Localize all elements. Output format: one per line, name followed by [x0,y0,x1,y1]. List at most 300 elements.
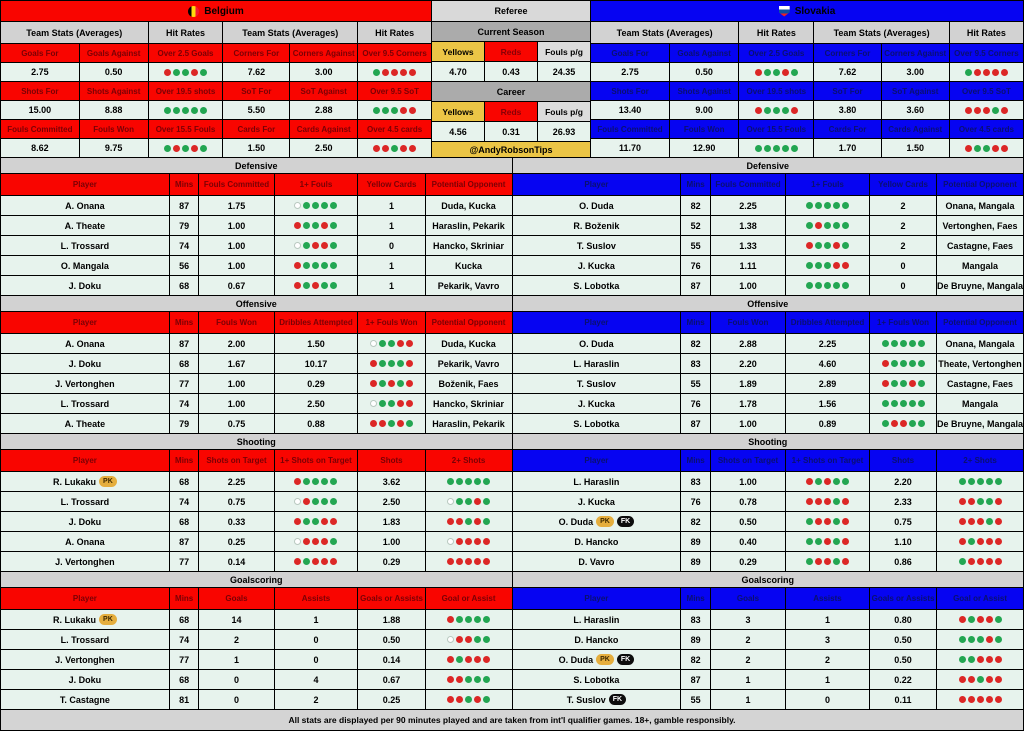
hit-dot-red [400,145,407,152]
cell-shots-on-target: 0.14 [199,552,273,571]
hit-dot-red [406,400,413,407]
cell-mins: 76 [681,394,710,413]
hit-rate-dots [882,340,925,347]
player-name-cell [1,532,169,551]
hit-dot-red [992,145,999,152]
player-name-cell [1,334,169,353]
slovakia-offensive-table [513,296,1024,433]
hit-rate-dots [959,498,1002,505]
pk-badge: PK [596,516,614,527]
hit-dot-green [330,202,337,209]
hit-dot-green [806,202,813,209]
player-name: D. Hancko [574,536,619,547]
hit-dot-green [483,498,490,505]
cell-mins: 55 [681,690,710,709]
cell-potential-opponent: Hancko, Skriniar [426,394,512,413]
referee-table [432,1,590,157]
hit-dot-green [909,360,916,367]
player-name: T. Suslov [566,694,606,705]
hit-dot-green [815,202,822,209]
hit-rate-dots [959,518,1002,525]
column-header-shots-on-target: Shots on Target [711,450,785,471]
section-title-shooting: Shooting [513,434,1024,449]
stat-value-over-15-5-fouls [739,139,813,157]
hit-dot-green [200,107,207,114]
hit-dot-red [370,420,377,427]
stat-label-fouls-committed: Fouls Committed [591,120,669,138]
hit-dot-green [891,380,898,387]
player-name-cell [1,374,169,393]
group-header-hit-rates: Hit Rates [739,22,813,43]
player-name: A. Onana [65,536,105,547]
stat-value-shots-against: 9.00 [670,101,738,119]
stat-label-shots-for: Shots For [1,82,79,100]
hit-rate-dots [373,69,416,76]
hit-dot-green [815,262,822,269]
hit-rate-dots [959,676,1002,683]
stat-label-over-15-5-fouls: Over 15.5 Fouls [149,120,223,138]
hit-dot-green [806,558,813,565]
hit-dot-green [986,518,993,525]
group-header-team-stats-averages: Team Stats (Averages) [814,22,948,43]
referee-col-fouls-p-g: Fouls p/g [538,102,590,121]
hit-dot-red [397,340,404,347]
hit-dot-red [330,518,337,525]
cell-shots: 1.00 [358,532,424,551]
hit-dot-green [842,282,849,289]
cell-mins: 83 [681,610,710,629]
cell-shots-on-target: 2.25 [199,472,273,491]
stat-value-corners-for: 7.62 [814,63,880,81]
cell-potential-opponent: Haraslin, Pekarik [426,216,512,235]
hit-dot-green [909,400,916,407]
hit-dot-green [200,69,207,76]
stat-value-over-2-5-goals [149,63,223,81]
hit-rate-dots [373,107,416,114]
group-header-team-stats-averages: Team Stats (Averages) [223,22,357,43]
cell-potential-opponent: Castagne, Faes [937,236,1023,255]
hit-dot-red [465,538,472,545]
cell-assists: 4 [275,670,358,689]
cell-potential-opponent: De Bruyne, Mangala [937,414,1023,433]
hit-dot-green [303,518,310,525]
cell-1-shots-on-target [786,512,869,531]
hit-dot-green [321,478,328,485]
hit-dot-green [483,636,490,643]
cell-2-shots [426,552,512,571]
section-title-goalscoring: Goalscoring [513,572,1024,587]
cell-shots: 0.75 [870,512,936,531]
hit-dot-green [382,107,389,114]
slovakia-flag-icon [779,6,790,17]
player-name: T. Suslov [576,240,616,251]
hit-dot-green [312,262,319,269]
belgium-offensive-table [1,296,512,433]
section-shooting [1,434,1023,571]
section-offensive [1,296,1023,433]
cell-dribbles-attempted: 1.56 [786,394,869,413]
hit-dot-green [833,518,840,525]
cell-2-shots [937,512,1023,531]
cell-shots-on-target: 0.78 [711,492,785,511]
cell-mins: 76 [681,256,710,275]
hit-rate-dots [806,262,849,269]
cell-goal-or-assist [426,650,512,669]
hit-dot-red [474,518,481,525]
cell-goals: 14 [199,610,273,629]
cell-1-fouls [786,236,869,255]
hit-dot-green [909,420,916,427]
hit-dot-red [824,558,831,565]
cell-goal-or-assist [937,690,1023,709]
hit-dot-green [977,498,984,505]
hit-dot-green [782,107,789,114]
cell-2-shots [426,532,512,551]
stat-value-shots-against: 8.88 [80,101,148,119]
hit-dot-red [465,636,472,643]
hit-dot-green [833,478,840,485]
cell-fouls-committed: 1.00 [199,236,273,255]
hit-dot-red [891,420,898,427]
cell-1-fouls-won [358,394,424,413]
hit-dot-red [164,69,171,76]
cell-shots-on-target: 0.50 [711,512,785,531]
group-header-hit-rates: Hit Rates [950,22,1023,43]
hit-rate-dots [882,380,925,387]
hit-dot-red [483,538,490,545]
hit-rate-dots [806,282,849,289]
hit-dot-red [330,558,337,565]
pk-badge: PK [596,654,614,665]
player-name-cell [513,650,681,669]
player-name: A. Theate [64,418,106,429]
hit-dot-red [815,518,822,525]
player-name-cell [513,532,681,551]
hit-dot-red [447,696,454,703]
hit-dot-red [992,69,999,76]
player-name-cell [513,276,681,295]
column-header-player: Player [1,450,169,471]
cell-fouls-committed: 1.33 [711,236,785,255]
cell-1-fouls [786,276,869,295]
column-header-player: Player [513,312,681,333]
cell-mins: 83 [681,354,710,373]
player-name: L. Haraslin [573,358,620,369]
cell-shots: 1.83 [358,512,424,531]
column-header-mins: Mins [170,450,199,471]
hit-rate-dots [164,107,207,114]
hit-dot-green [918,400,925,407]
stat-value-fouls-won: 12.90 [670,139,738,157]
cell-fouls-won: 2.20 [711,354,785,373]
stat-label-sot-for: SoT For [223,82,289,100]
hit-dot-red [824,478,831,485]
player-name-cell [1,610,169,629]
cell-1-shots-on-target [275,472,358,491]
player-name: L. Trossard [60,398,110,409]
stat-label-over-19-5-shots: Over 19.5 shots [149,82,223,100]
column-header-1-shots-on-target: 1+ Shots on Target [786,450,869,471]
column-header-shots-on-target: Shots on Target [199,450,273,471]
stat-value-fouls-won: 9.75 [80,139,148,157]
hit-dot-green [447,478,454,485]
stat-value-over-9-5-corners [950,63,1023,81]
fk-badge: FK [617,516,634,527]
stat-label-cards-for: Cards For [223,120,289,138]
column-header-player: Player [513,450,681,471]
hit-dot-green [842,222,849,229]
hit-dot-green [891,400,898,407]
player-name: T. Suslov [576,378,616,389]
hit-dot-green [959,656,966,663]
hit-dot-red [191,145,198,152]
hit-dot-green [465,498,472,505]
stat-label-over-19-5-shots: Over 19.5 shots [739,82,813,100]
cell-mins: 68 [170,512,199,531]
hit-dot-green [977,676,984,683]
column-header-player: Player [1,312,169,333]
cell-goals-or-assists: 0.80 [870,610,936,629]
hit-dot-red [977,558,984,565]
hit-dot-green [833,202,840,209]
cell-potential-opponent: Duda, Kucka [426,334,512,353]
cell-1-fouls [275,236,358,255]
cell-1-fouls-won [358,374,424,393]
belgium-team-stats-table [1,1,431,157]
hit-rate-dots [447,696,490,703]
player-name-cell [1,650,169,669]
hit-rate-dots [806,202,849,209]
cell-mins: 79 [170,216,199,235]
hit-dot-green [388,360,395,367]
hit-dot-red [409,107,416,114]
cell-goals-or-assists: 0.50 [870,630,936,649]
hit-dot-green [815,242,822,249]
hit-dot-red [321,242,328,249]
stat-value-corners-for: 7.62 [223,63,289,81]
player-name: O. Mangala [60,260,109,271]
hit-rate-dots [959,558,1002,565]
cell-mins: 56 [170,256,199,275]
stat-label-over-9-5-sot: Over 9.5 SoT [358,82,431,100]
cell-2-shots [937,532,1023,551]
hit-dot-red [965,107,972,114]
cell-mins: 83 [681,472,710,491]
cell-fouls-committed: 1.00 [199,216,273,235]
cell-mins: 74 [170,394,199,413]
belgium-flag-icon [188,6,199,17]
hit-dot-red [465,558,472,565]
stat-label-goals-for: Goals For [591,44,669,62]
cell-mins: 68 [170,670,199,689]
hit-dot-green [824,242,831,249]
stat-value-over-15-5-fouls [149,139,223,157]
cell-fouls-won: 1.89 [711,374,785,393]
hit-dot-green [465,676,472,683]
hit-dot-green [900,400,907,407]
column-header-assists: Assists [275,588,358,609]
stat-label-over-9-5-corners: Over 9.5 Corners [358,44,431,62]
cell-1-shots-on-target [786,492,869,511]
hit-dot-green [373,107,380,114]
hit-dot-red [474,558,481,565]
cell-dribbles-attempted: 0.88 [275,414,358,433]
hit-dot-red [321,558,328,565]
column-header-1-shots-on-target: 1+ Shots on Target [275,450,358,471]
hit-rate-dots [882,360,925,367]
cell-mins: 89 [681,552,710,571]
cell-yellow-cards: 1 [358,216,424,235]
hit-dot-green [465,518,472,525]
player-name: J. Kucka [577,496,615,507]
hit-dot-red [294,558,301,565]
player-name: J. Doku [68,674,102,685]
hit-rate-dots [370,400,413,407]
hit-dot-green [791,69,798,76]
cell-dribbles-attempted: 4.60 [786,354,869,373]
hit-dot-green [312,202,319,209]
referee-col-yellows: Yellows [432,42,484,61]
hit-rate-dots [164,145,207,152]
hit-rate-dots [294,242,337,249]
hit-dot-green [755,145,762,152]
hit-dot-green [406,420,413,427]
cell-goal-or-assist [937,650,1023,669]
cell-assists: 3 [786,630,869,649]
hit-dot-green [191,107,198,114]
hit-dot-red [824,518,831,525]
column-header-1-fouls: 1+ Fouls [275,174,358,195]
hit-dot-red [995,676,1002,683]
stat-value-shots-for: 15.00 [1,101,79,119]
hit-dot-red [397,420,404,427]
column-header-goals: Goals [199,588,273,609]
author-handle: @AndyRobsonTips [432,142,590,157]
player-name-cell [513,690,681,709]
stat-value-fouls-committed: 8.62 [1,139,79,157]
referee-block-title-current-season: Current Season [432,22,590,41]
cell-fouls-won: 1.00 [199,394,273,413]
hit-dot-red [900,420,907,427]
hit-dot-red [465,656,472,663]
hit-dot-red [995,696,1002,703]
cell-assists: 2 [786,650,869,669]
player-name-cell [1,690,169,709]
cell-goal-or-assist [937,630,1023,649]
cell-yellow-cards: 2 [870,216,936,235]
hit-dot-green [312,498,319,505]
player-name: J. Doku [68,280,102,291]
hit-dot-empty [294,538,301,545]
hit-dot-red [294,282,301,289]
hit-dot-red [842,498,849,505]
cell-goals: 2 [711,650,785,669]
hit-dot-green [791,145,798,152]
player-name-cell [1,394,169,413]
column-header-player: Player [513,588,681,609]
hit-dot-green [824,202,831,209]
hit-dot-green [456,478,463,485]
cell-assists: 0 [275,650,358,669]
player-name: L. Trossard [60,240,110,251]
hit-dot-red [312,242,319,249]
stat-value-over-4-5-cards [950,139,1023,157]
column-header-goals-or-assists: Goals or Assists [358,588,424,609]
cell-2-shots [937,472,1023,491]
referee-col-reds: Reds [485,42,537,61]
player-name-cell [1,492,169,511]
column-header-shots: Shots [870,450,936,471]
cell-fouls-won: 1.78 [711,394,785,413]
hit-dot-red [986,656,993,663]
column-header-assists: Assists [786,588,869,609]
cell-goal-or-assist [426,630,512,649]
cell-fouls-won: 1.00 [711,414,785,433]
cell-mins: 87 [681,670,710,689]
hit-dot-green [968,636,975,643]
hit-dot-green [918,380,925,387]
stat-label-fouls-won: Fouls Won [670,120,738,138]
hit-dot-red [968,498,975,505]
hit-dot-green [465,616,472,623]
hit-dot-red [373,145,380,152]
referee-value-fouls-p-g: 26.93 [538,122,590,141]
hit-dot-green [891,360,898,367]
hit-dot-red [833,262,840,269]
hit-dot-green [977,636,984,643]
stat-value-over-9-5-corners [358,63,431,81]
section-title-defensive: Defensive [513,158,1024,173]
hit-dot-red [474,656,481,663]
player-name: S. Lobotka [573,280,620,291]
hit-dot-green [483,518,490,525]
top-summary-row [1,1,1023,157]
hit-dot-empty [447,538,454,545]
cell-shots-on-target: 0.40 [711,532,785,551]
group-header-team-stats-averages: Team Stats (Averages) [1,22,148,43]
stat-label-goals-against: Goals Against [80,44,148,62]
hit-dot-red [986,558,993,565]
cell-potential-opponent: Boženik, Faes [426,374,512,393]
cell-goals-or-assists: 0.50 [870,650,936,669]
column-header-shots: Shots [358,450,424,471]
section-title-offensive: Offensive [513,296,1024,311]
hit-dot-green [303,558,310,565]
hit-dot-green [391,145,398,152]
hit-dot-red [983,107,990,114]
cell-mins: 55 [681,374,710,393]
hit-dot-green [842,202,849,209]
hit-dot-red [806,478,813,485]
player-name: R. Lukaku [53,614,97,625]
slovakia-defensive-table [513,158,1024,295]
stat-value-sot-for: 3.80 [814,101,880,119]
hit-dot-red [842,518,849,525]
cell-potential-opponent: Pekarik, Vavro [426,354,512,373]
cell-goals: 1 [711,690,785,709]
hit-dot-red [406,360,413,367]
player-name: L. Trossard [60,634,110,645]
stat-value-over-2-5-goals [739,63,813,81]
cell-mins: 74 [170,630,199,649]
hit-dot-red [294,262,301,269]
hit-rate-dots [806,558,849,565]
player-name: J. Vertonghen [55,378,115,389]
hit-dot-red [959,616,966,623]
stat-label-sot-against: SoT Against [290,82,357,100]
player-name: D. Vavro [578,556,615,567]
referee-value-reds: 0.43 [485,62,537,81]
